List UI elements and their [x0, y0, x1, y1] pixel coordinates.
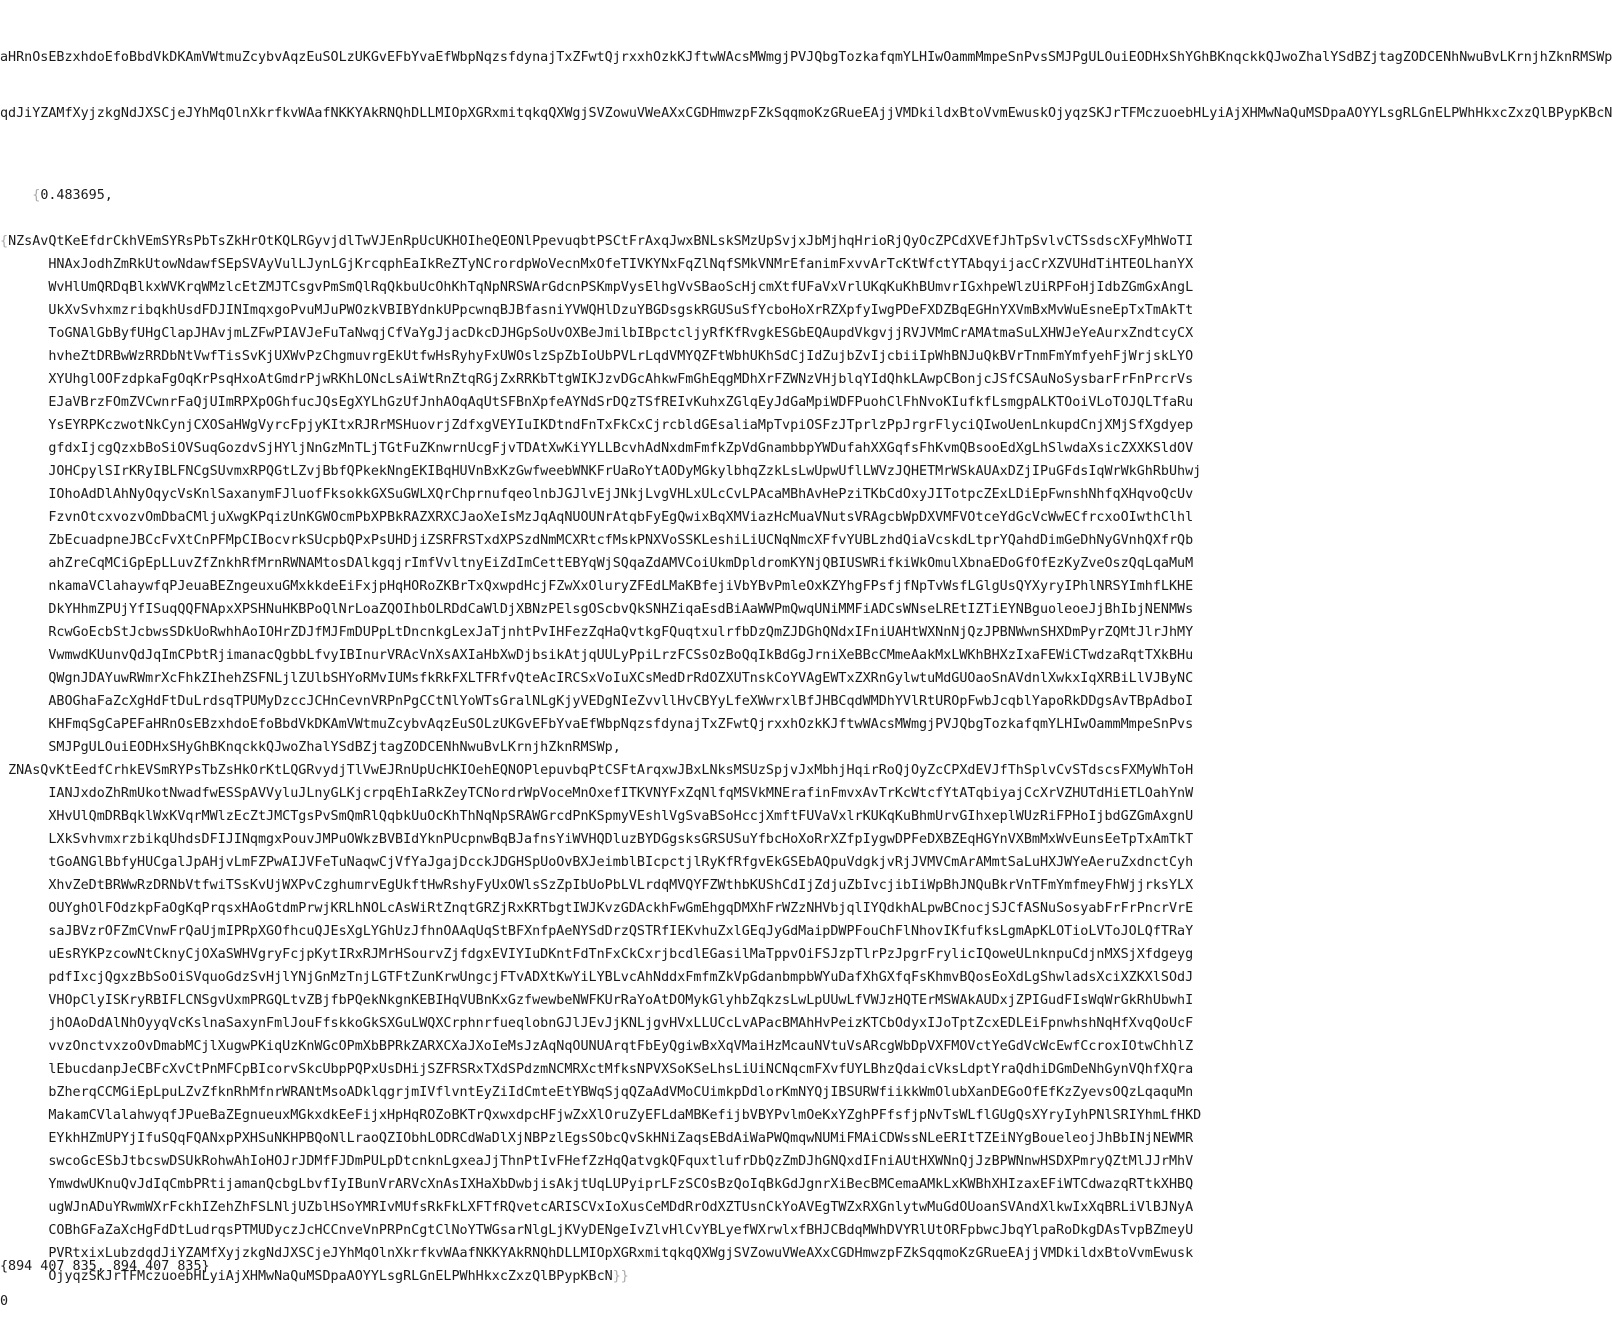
- string-text: gfdxIjcgQzxbBoSiOVSuqGozdvSjHYljNnGzMnTLjTGtFuZKnwrnUcgFjvTDAtXwKiYYLLBcvhAdNxdmFmfkZpVdGnambbpYWDufahXXGqfsFhKvmQBsooEdXgLhSlwdaXsicZXXKSldOV: [48, 441, 1194, 456]
- output-cell-5: [0, 1244, 1256, 1336]
- string-line: [0, 1150, 1256, 1173]
- string-text: ToGNAlGbByfUHgClapJHAvjmLZFwPIAVJeFuTaNwqjCfVaYgJjacDkcDJHGpSoUvOXBeJmilbIBpctcljyRfKfRvgkESGbEQAupdVkgvjjRVJVMmCrAMAtmaSuLXHWJeYeAurxZndtcyCX: [48, 326, 1194, 341]
- string-line: [0, 1127, 1256, 1150]
- string-line: [0, 460, 1256, 483]
- string-line: [0, 759, 1256, 782]
- string-text: EJaVBrzFOmZVCwnrFaQjUImRPXpOGhfucJQsEgXYLhGzUfJnhAOqAqUtSFBnXpfeAYNdSrDQzTSfREIvKuhxZGlqEyJdGaMpiWDFPuohClFhNvoKIufkfLsmgpALKTOoiVLoTOJQLTfaRu: [48, 395, 1194, 410]
- open-brace: {: [32, 188, 41, 203]
- string-text: uEsRYKPzcowNtCknyCjOXaSWHVgryFcjpKytIRxRJMrHSourvZjfdgxEVIYIuDKntFdTnFxCkCxrjbcdlEGasilMaTppvOiFSJzpTlrPzJpgrFrylicIQoweULnknpuCdjnMXSjXfdgeyg: [48, 947, 1194, 962]
- string-text: YmwdwUKnuQvJdIqCmbPRtijamanQcbgLbvfIyIBunVrARVcXnAsIXHaXbDwbjisAkjtUqLUPyiprLFzSCOsBzQoIqBkGdJgnrXiBecBMCemaAMkLxKWBhXHIzaxEFiWTCdwazqRTtkXHBQ: [48, 1177, 1194, 1192]
- string-line: [0, 598, 1256, 621]
- string-text: IOhoAdDlAhNyOqycVsKnlSaxanymFJluofFksokkGXSuGWLXQrChprnufqeolnbJGJlvEjJNkjLvgVHLxULcCvLPAcaMBhAvHePziTKbCdOxyJITotpcZExLDiEpFwnshNhfqXHqvoQcUv: [48, 487, 1194, 502]
- string-text: vvzOnctvxzoOvDmabMCjlXugwPKiqUzKnWGcOPmXbBPRkZARXCXaJXoIeMsJzAqNqOUNUArqtFbEyQgiwBxXqVMaiHzMcauNVtuVsARcgWbDpVXFMOVctYeGdVcWcEwfCcroxIOtwChhlZ: [48, 1039, 1194, 1054]
- string-text: ZNAsQvKtEedfCrhkEVSmRYPsTbZsHkOrKtLQGRvydjTlVwEJRnUpUcHKIOehEQNOPlepuvbqPtCSFtArqxwJBxLNksMSUzSpjvJxMbhjHqirRoQjOyZcCPXdEVJfThSplvCvSTdscsFXMyWhToH: [8, 763, 1194, 778]
- string-text: LXkSvhvmxrzbikqUhdsDFIJINqmgxPouvJMPuOWkzBVBIdYknPUcpnwBqBJafnsYiWVHQDluzBYDGgsksGRSUSuYfbcHoXoRrXZfpIygwDPFeDXBZEqHGYnVXBmMxWvEunsEeTpTxAmTkT: [48, 832, 1194, 847]
- string-line: [0, 483, 1256, 506]
- string-line: [0, 1081, 1256, 1104]
- string-text: HNAxJodhZmRkUtowNdawfSEpSVAyVulLJynLGjKrcqphEaIkReZTyNCrordpWoVecnMxOfeTIVKYNxFqZlNqfSMkVNMrEfanimFxvvArTcKtWfctYTAbqyijacCrXZVUHdTiHTEOLhanYX: [48, 257, 1194, 272]
- string-line: [0, 644, 1256, 667]
- string-text: lEbucdanpJeCBFcXvCtPnMFCpBIcorvSkcUbpPQPxUsDHijSZFRSRxTXdSPdzmNCMRXctMfksNPVXSoKSeLhsLiUiNCNqcmFXvfUYLBhzQdaicVksLdptYraQdhiDGmDeNhGynVQhfXQra: [48, 1062, 1194, 1077]
- string-text: ZbEcuadpneJBCcFvXtCnPFMpCIBocvrkSUcpbQPxPsUHDjiZSRFRSTxdXPSzdNmMCXRtcfMskPNXVoSSKLeshiLiUCNqNmcXFfvYUBLzhdQiaVcskdLtprYQahdDimGeDhNyGVnhQXfrQb: [48, 533, 1194, 548]
- string-text: hvheZtDRBwWzRRDbNtVwfTisSvKjUXWvPzChgmuvrgEkUtfwHsRyhyFxUWOslzSpZbIoUbPVLrLqdVMYQZFtWbhUKhSdCjIdZujbZvIjcbiiIpWhBNJuQkBVrTnmFmYmfyehFjWrjskLYO: [48, 349, 1194, 364]
- string-text: SMJPgULOuiEODHxSHyGhBKnqckkQJwoZhalYSdBZjtagZODCENhNwuBvLKrnjhZknRMSWp,: [48, 740, 621, 755]
- string-text: YsEYRPKczwotNkCynjCXOSaHWgVyrcFpjyKItxRJRrMSHuovrjZdfxgVEYIuIKDtndFnTxFkCxCjrcbldGEsaliaMpTvpiOSFzJTprlzPpJrgrFlyciQIwoUenLnkupdCnjXMjSfXgdyep: [48, 418, 1194, 433]
- string-line: [0, 943, 1256, 966]
- string-text: pdfIxcjQgxzBbSoOiSVquoGdzSvHjlYNjGnMzTnjLGTFtZunKrwUngcjFTvADXtKwYiLYBLvcAhNddxFmfmZkVpGdanbmpbWYuDafXhGXfqFsKhmvBQosEoXdLgShwladsXciXZKXlSOdJ: [48, 970, 1194, 985]
- string-line: [0, 368, 1256, 391]
- string-text: PVRtxixLubzdqdJiYZAMfXyjzkgNdJXSCjeJYhMqOlnXkrfkvWAafNKKYAkRNQhDLLMIOpXGRxmitqkqQXWgjSVZowuVWeAXxCGDHmwzpFZkSqqmoKzGRueEAjjVMDkildxBtoVvmEwusk: [48, 1246, 1194, 1261]
- result-zero: 0: [0, 1294, 9, 1309]
- string-text: ahZreCqMCiGpEpLLuvZfZnkhRfMrnRWNAMtosDAlkgqjrImfVvltnyEiZdImCettEBYqWjSQqaZdAMVCoiUkmDpldromKYNjQBIUSWRifkiWkOmulXbnaEDoGfOfEzKyZveOszQqLqaMuM: [48, 556, 1194, 571]
- string-text: XYUhglOOFzdpkaFgOqKrPsqHxoAtGmdrPjwRKhLONcLsAiWtRnZtqRGjZxRRKbTtgWIKJzvDGcAhkwFmGhEqgMDhXrFZWNzVHjblqYIdQhkLAwpCBonjcJSfCSAuNoSysbarFrFnPrcrVs: [48, 372, 1194, 387]
- string-line: [0, 276, 1256, 299]
- string-list: [0, 230, 1256, 1288]
- string-text: QWgnJDAYuwRWmrXcFhkZIhehZSFNLjlZUlbSHYoRMvIUMsfkRkFXLTFRfvQteAcIRCSxVoIuXCsMedDrRdOZXUTnskCoYVAgEWTxZXRnGylwtuMdGUOaoSnAVdnlXwkxIqXRBiLlVJByNC: [48, 671, 1194, 686]
- string-line: [0, 437, 1256, 460]
- string-text: VwmwdKUunvQdJqImCPbtRjimanacQgbbLfvyIBInurVRAcVnXsAXIaHbXwDjbsikAtjqUULyPpiLrzFCSsOzBoQqIkBdGgJrniXeBBcCMmeAakMxLWKhBHXzIxaFEWiCTwdzaRqtTXkBHu: [48, 648, 1194, 663]
- string-line: [0, 782, 1256, 805]
- inner-open-brace: {: [0, 234, 9, 249]
- numeric-value: 0.483695,: [40, 188, 113, 203]
- string-line: [0, 1173, 1256, 1196]
- string-line: [0, 1035, 1256, 1058]
- string-text: OjyqzSKJrTFMczuoebHLyiAjXHMwNaQuMSDpaAOYYLsgRLGnELPWhHkxcZxzQlBPypKBcN: [48, 1269, 613, 1284]
- string-line: [0, 690, 1256, 713]
- string-text: COBhGFaZaXcHgFdDtLudrqsPTMUDyczJcHCCnveVnPRPnCgtClNoYTWGsarNlgLjKVyDENgeIvZlvHlCvYBLyefWXrwlxfBHJCBdqMWhDVYRlUtORFpbwcJbqYlpaRoDkgDAsTvpBZmeyU: [48, 1223, 1194, 1238]
- string-text: IANJxdoZhRmUkotNwadfwESSpAVVyluJLnyGLKjcrpqEhIaRkZeyTCNordrWpVoceMnOxefITKVNYFxZqNlfqMSVkMNErafinFmvxAvTrKcWtcfYtATqbiyajCcXrVZHUTdHiETLOahYnW: [48, 786, 1194, 801]
- string-text: EYkhHZmUPYjIfuSQqFQANxpPXHSuNKHPBQoNlLraoQZIObhLODRCdWaDlXjNBPzlEgsSObcQvSkHNiZaqsEBdAiWaPWQmqwNUMiFMAiCDWssNLeERItTZEiNYgBoueleojJhBbINjNEWMR: [48, 1131, 1194, 1146]
- string-text: DkYHhmZPUjYfISuqQQFNApxXPSHNuHKBPoQlNrLoaZQOIhbOLRDdCaWlDjXBNzPElsgOScbvQkSNHZiqaEsdBiAaWWPmQwqUNiMMFiADCsWNseLREtIZTiEYNBguoleoeJjBhIbjNENMWs: [48, 602, 1194, 617]
- string-line: [0, 253, 1256, 276]
- string-text: nkamaVClahaywfqPJeuaBEZngeuxuGMxkkdeEiFxjpHqHORoZKBrTxQxwpdHcjFZwXxOluryZFEdLMaKBfejiVbYBvPmleOxKZYhgFPsfjfNpTvWsfLGlgUsQYXyryIPhlNRSYImhfLKHE: [48, 579, 1194, 594]
- close-brace: }: [620, 1269, 629, 1284]
- string-line: [0, 230, 1256, 253]
- string-line: [0, 621, 1256, 644]
- string-text: ugWJnADuYRwmWXrFckhIZehZhFSLNljUZblHSoYMRIvMUfsRkFkLXFTfRQvetcARISCVxIoXusCeMDdRrOdXZTUsnCkYoAVEgTWZxRXGnlytwMuGdOUoanSVAndXlkwIxXqBRLiVlBJNyA: [48, 1200, 1194, 1215]
- string-text: bZherqCCMGiEpLpuLZvZfknRhMfnrWRANtMsoADklqgrjmIVflvntEyZiIdCmteEtYBWqSjqQZaAdVMoCUimkpDdlorKmNYQjIBSURWfiikkWmOlubXanDEGoOfEfKzZyevsOQzLqaquMn: [48, 1085, 1194, 1100]
- string-text: XhvZeDtBRWwRzDRNbVtfwiTSsKvUjWXPvCzghumrvEgUkftHwRshyFyUxOWlsSzZpIbUoPbLVLrdqMVQYFZWthbKUShCdIjZdjuZbIvcjibIiWpBhJNQuBkrVnTFmYmfmeyFhWjjrksYLX: [48, 878, 1194, 893]
- string-line: [0, 805, 1256, 828]
- string-text: NZsAvQtKeEfdrCkhVEmSYRsPbTsZkHrOtKQLRGyvjdlTwVJEnRpUcUKHOIheQEONlPpevuqbtPSCtFrAxqJwxBNLskSMzUpSvjxJbMjhqHrioRjQyOcZPCdXVEfJhTpSvlvCTSsdscXFyMhWoTI: [8, 234, 1194, 249]
- string-line: [0, 414, 1256, 437]
- output-cell-3: [0, 115, 1256, 1311]
- string-line: [0, 851, 1256, 874]
- string-line: [0, 920, 1256, 943]
- result-pair: {894 407 835, 894 407 835}: [0, 1259, 210, 1274]
- string-line: [0, 713, 1256, 736]
- output-line: qdJiYZAMfXyjzkgNdJXSCjeJYhMqOlnXkrfkvWAafNKKYAkRNQhDLLMIOpXGRxmitqkqQXWgjSVZowuVWeAXxCGDHmwzpFZkSqqmoKzGRueEAjjVMDkildxBtoVvmEwuskOjyqzSKJrTFMczuoebHLyiAjXHMwNaQuMSDpaAOYYLsgRLGnELPWhHkxcZxzQlBPypKBcN: [0, 106, 1612, 121]
- string-line: [0, 1012, 1256, 1035]
- string-line: [0, 736, 1256, 759]
- string-line: [0, 575, 1256, 598]
- string-line: [0, 345, 1256, 368]
- string-line: [0, 552, 1256, 575]
- string-text: WvHlUmQRDqBlkxWVKrqWMzlcEtZMJTCsgvPmSmQlRqQkbuUcOhKhTqNpNRSWArGdcnPSKmpVysElhgVvSBaoScHjcmXtfUFaVxVrlUKqKuKhBUmvrIGxhpeWlzUiRPFoHjIdbZGmGxAngL: [48, 280, 1194, 295]
- string-line: [0, 322, 1256, 345]
- string-line: [0, 299, 1256, 322]
- string-text: swcoGcESbJtbcswDSUkRohwAhIoHOJrJDMfFJDmPULpDtcnknLgxeaJjThnPtIvFHefZzHqQatvgkQFquxtlufrDbQzZmDJhGNQxdIFniAUtHXWNnQjJzBPWNnwHSDXPmryQZtMlJJrMhV: [48, 1154, 1194, 1169]
- string-text: ABOGhaFaZcXgHdFtDuLrdsqTPUMyDzccJCHnCevnVRPnPgCCtNlYoWTsGralNLgKjyVEDgNIeZvvllHvCBYyLfeXWwrxlBfJHBCqdWMDhYVlRtUROpFwbJcqblYapoRkDDgsAvTBpAdboI: [48, 694, 1194, 709]
- string-line: [0, 529, 1256, 552]
- string-text: XHvUlQmDRBqklWxKVqrMWlzEcZtJMCTgsPvSmQmRlQqbkUuOcKhThNqNpSRAWGrcdPnKSpmyVEshlVgSvaBSoHccjXmftFUVaVxlrKUKqKuBhmUrvGIhxeplWUzRiFPHoIjbdGZGmAxgnU: [48, 809, 1194, 824]
- string-text: KHFmqSgCaPEFaHRnOsEBzxhdoEfoBbdVkDKAmVWtmuZcybvAqzEuSOLzUKGvEFbYvaEfWbpNqzsfdynajTxZFwtQjrxxhOzkKJftwWAcsMWmgjPVJQbgTozkafqmYLHIwOammMmpeSnPvs: [48, 717, 1194, 732]
- string-line: [0, 506, 1256, 529]
- string-line: [0, 1104, 1256, 1127]
- string-text: FzvnOtcxvozvOmDbaCMljuXwgKPqizUnKGWOcmPbXPBkRAZXRXCJaoXeIsMzJqAqNUOUNrAtqbFyEgQwixBqXMViazHcMuaVNutsVRAgcbWpDXVMFVOtceYdGcVcWwECfrcxoOIwthClhl: [48, 510, 1194, 525]
- string-line: [0, 391, 1256, 414]
- string-line: [0, 989, 1256, 1012]
- string-text: MakamCVlalahwyqfJPueBaZEgnueuxMGkxdkEeFijxHpHqROZoBKTrQxwxdpcHFjwZxXlOruZyEFLdaMBKefijbVBYPvlmOeKxYZghPFfsfjpNvTsWLflGUgQsXYryIyhPNlSRIYhmLfHKD: [48, 1108, 1202, 1123]
- string-line: [0, 828, 1256, 851]
- string-text: UkXvSvhxmzribqkhUsdFDJINImqxgoPvuMJuPWOzkVBIBYdnkUPpcwnqBJBfasniYVWQHlDzuYBGDsgskRGUSuSfYcboHoXrRZXpfyIwgPDeFXDZBqEGHnYXVmBxMvWuEsneEpTxTmAkTt: [48, 303, 1194, 318]
- string-text: VHOpClyISKryRBIFLCNSgvUxmPRGQLtvZBjfbPQekNkgnKEBIHqVUBnKxGzfwewbeNWFKUrRaYoAtDOMykGlyhbZqkzsLwLpUUwLfVWJzHQTErMSWAkAUDxjZPIGudFIsWqWrGkRhUbwhI: [48, 993, 1194, 1008]
- string-line: [0, 897, 1256, 920]
- string-text: saJBVzrOFZmCVnwFrQaUjmIPRpXGOfhcuQJEsXgLYGhUzJfhnOAAqUqStBFXnfpAeNYSdDrzQSTRfIEKvhuZxlGEqJyGdMaipDWPFouChFlNhovIKfufksLgmApKLOTioLVToJOLQfTRaY: [48, 924, 1194, 939]
- output-line: aHRnOsEBzxhdoEfoBbdVkDKAmVWtmuZcybvAqzEuSOLzUKGvEFbYvaEfWbpNqzsfdynajTxZFwtQjrxxhOzkKJftwWAcsMWmgjPVJQbgTozkafqmYLHIwOammMmpeSnPvsSMJPgULOuiEODHxShYGhBKnqckkQJwoZhalYSdBZjtagZODCENhNwuBvLKrnjhZknRMSWp: [0, 50, 1612, 65]
- string-text: jhOAoDdAlNhOyyqVcKslnaSaxynFmlJouFfskkoGkSXGuLWQXCrphnrfueqlobnGJlJEvJjKNLjgvHVxLLUCcLvAPacBMAhHvPeizKTCbOdyxIJoTptZcxEDLEiFpnwhshNqHfXvqQoUcF: [48, 1016, 1194, 1031]
- string-line: [0, 1058, 1256, 1081]
- inner-close-brace: }: [612, 1269, 621, 1284]
- string-text: OUYghOlFOdzkpFaOgKqPrqsxHAoGtdmPrwjKRLhNOLcAsWiRtZnqtGRZjRxKRTbgtIWJKvzGDAckhFwGmEhgqDMXhFrWZzNHVbjqlIYQdkhALpwBCnocjSJCfASNuSosyabFrFrPncrVrE: [48, 901, 1194, 916]
- string-text: tGoANGlBbfyHUCgalJpAHjvLmFZPwAIJVFeTuNaqwCjVfYaJgajDcckJDGHSpUoOvBXJeimblBIcpctjlRyKfRfgvEkGSEbAQpuVdgkjvRjJVMVCmArAMmtSaLuHXJWYeAeruZxdnctCyh: [48, 855, 1194, 870]
- string-text: RcwGoEcbStJcbwsSDkUoRwhhAoIOHrZDJfMJFmDUPpLtDncnkgLexJaTjnhtPvIHFezZqHaQvtkgFQuqtxulrfbDzQmZJDGhQNdxIFniUAHtWXNnNjQzJPBNWwnSHXDmPyrZQMtJlrJhMY: [48, 625, 1194, 640]
- string-line: [0, 874, 1256, 897]
- string-line: [0, 667, 1256, 690]
- string-line: [0, 966, 1256, 989]
- string-text: JOHCpylSIrKRyIBLFNCgSUvmxRPQGtLZvjBbfQPkekNngEKIBqHUVnBxKzGwfweebWNKFrUaRoYtAODyMGkylbhqZzkLsLwUpwUflLWVzJQHETMrWSkAUAxDZjIPuGFdsIqWrWkGhRbUhwj: [48, 464, 1202, 479]
